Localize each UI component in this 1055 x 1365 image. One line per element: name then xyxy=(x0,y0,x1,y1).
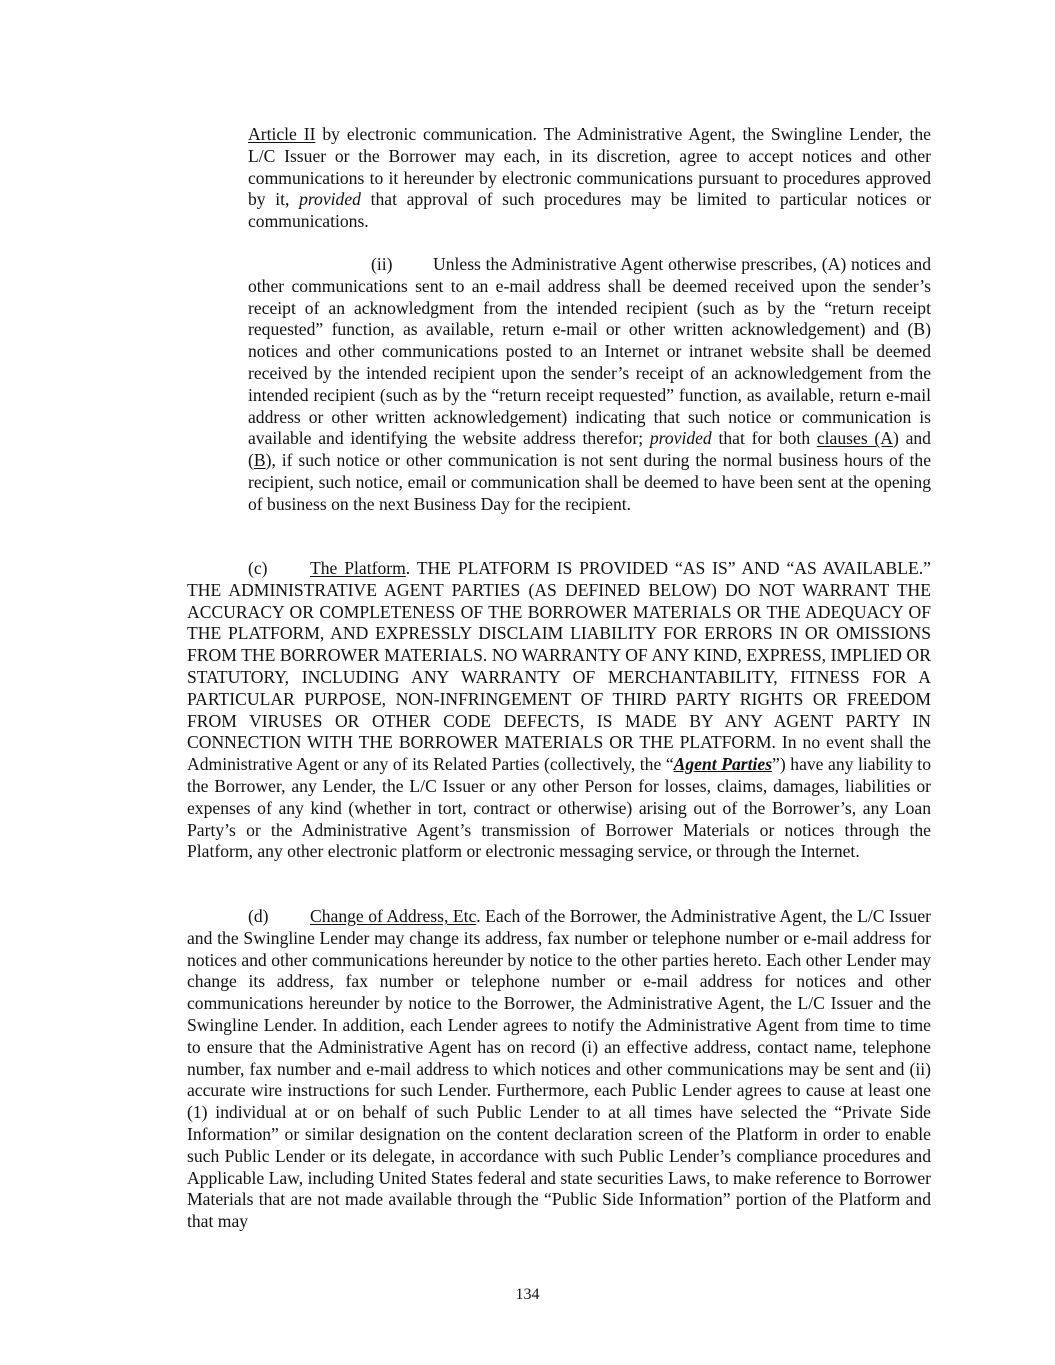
paragraph-i-continued xyxy=(248,124,931,233)
paragraph-text: . Each of the Borrower, the Administrative Agent, the L/C Issuer and the Swingline Lender may change its address, fax number or telephone number or e-mail address for notices and other communications hereunder by notice to the other parties hereto. Each other Lender may change its address, fax number or telephone number or e-mail address for notices and other communications hereunder by notice to the Borrower, the Administrative Agent, the L/C Issuer and the Swingline Lender. In addition, each Lender agrees to notify the Administrative Agent from time to time to ensure that the Administrative Agent has on record (i) an effective address, contact name, telephone number, fax number and e-mail address to which notices and other communications may be sent and (ii) accurate wire instructions for such Lender. Furthermore, each Public Lender agrees to cause at least one (1) individual at or on behalf of such Public Lender to at all times have selected the “Private Side Information” or similar designation on the content declaration screen of the Platform in order to enable such Public Lender or its delegate, in accordance with such Public Lender’s compliance procedures and Applicable Law, including United States federal and state securities Laws, to make reference to Borrower Materials that are not made available through the “Public Side Information” portion of the Platform and that may xyxy=(187,906,931,1232)
paragraph-label: (d) xyxy=(248,906,269,926)
paragraph-c xyxy=(187,558,931,863)
article-ii-reference: Article II xyxy=(248,124,316,144)
paragraph-text: . THE PLATFORM IS PROVIDED “AS IS” AND “AS AVAILABLE.” THE ADMINISTRATIVE AGENT PARTIES (AS DEFINED BELOW) DO NOT WARRANT THE ACCURACY OR COMPLETENESS OF THE BORROWER MATERIALS OR THE ADEQUACY OF THE PLATFORM, AND EXPRESSLY DISCLAIM LIABILITY FOR ERRORS IN OR OMISSIONS FROM THE BORROWER MATERIALS. NO WARRANTY OF ANY KIND, EXPRESS, IMPLIED OR STATUTORY, INCLUDING ANY WARRANTY OF MERCHANTABILITY, FITNESS FOR A PARTICULAR PURPOSE, NON-INFRINGEMENT OF THIRD PARTY RIGHTS OR FREEDOM FROM VIRUSES OR OTHER CODE DEFECTS, IS MADE BY ANY AGENT PARTY IN CONNECTION WITH THE BORROWER MATERIALS OR THE PLATFORM. In no event shall the Administrative Agent or any of its Related Parties (collectively, the “ xyxy=(187,558,931,775)
clauses-a-reference: clauses (A xyxy=(816,428,893,449)
provided-italic: provided xyxy=(649,428,712,449)
section-heading-platform: The Platform xyxy=(310,558,406,578)
paragraph-ii xyxy=(248,254,931,516)
section-heading-change-of-address: Change of Address, Etc xyxy=(310,906,477,926)
paragraph-text: ”) have any liability to the Borrower, any Lender, the L/C Issuer or any other Person for losses, claims, damages, liabilities or expenses of any kind (whether in tort, contract or otherwise) arising out of the Borrower’s, any Loan Party’s or the Administrative Agent’s transmission of Borrower Materials or notices through the Platform, any other electronic platform or electronic messaging service, or through the Internet. xyxy=(187,754,931,862)
defined-term-agent-parties: Agent Parties xyxy=(673,754,773,775)
paragraph-label: (ii) xyxy=(371,254,393,274)
paragraph-label: (c) xyxy=(248,558,268,578)
paragraph-text: ) and ( xyxy=(248,428,931,471)
paragraph-text: that for both xyxy=(711,428,817,449)
paragraph-text: by electronic communication. The Administrative Agent, the Swingline Lender, the L/C Issuer or the Borrower may each, in its discretion, agree to accept notices and other communications to it hereunder by electronic communications pursuant to procedures approved by it, xyxy=(248,124,931,210)
clause-b-reference: B xyxy=(253,450,266,471)
provided-italic: provided xyxy=(299,189,361,210)
paragraph-d xyxy=(187,906,931,1233)
paragraph-text: ), if such notice or other communication is not sent during the normal business hours of the recipient, such notice, email or communication shall be deemed to have been sent at the opening of business on the next Business Day for the recipient. xyxy=(248,450,931,514)
paragraph-text: that approval of such procedures may be limited to particular notices or communications. xyxy=(248,189,931,232)
paragraph-text: Unless the Administrative Agent otherwise prescribes, (A) notices and other communications sent to an e-mail address shall be deemed received upon the sender’s receipt of an acknowledgment from the intended recipient (such as by the “return receipt requested” function, as available, return e-mail or other written acknowledgement) and (B) notices and other communications posted to an Internet or intranet website shall be deemed received by the intended recipient upon the sender’s receipt of an acknowledgement from the intended recipient (such as by the “return receipt requested” function, as available, return e-mail address or other written acknowledgement) indicating that such notice or communication is available and identifying the website address therefor; xyxy=(248,254,931,449)
page-number: 134 xyxy=(515,1286,540,1303)
